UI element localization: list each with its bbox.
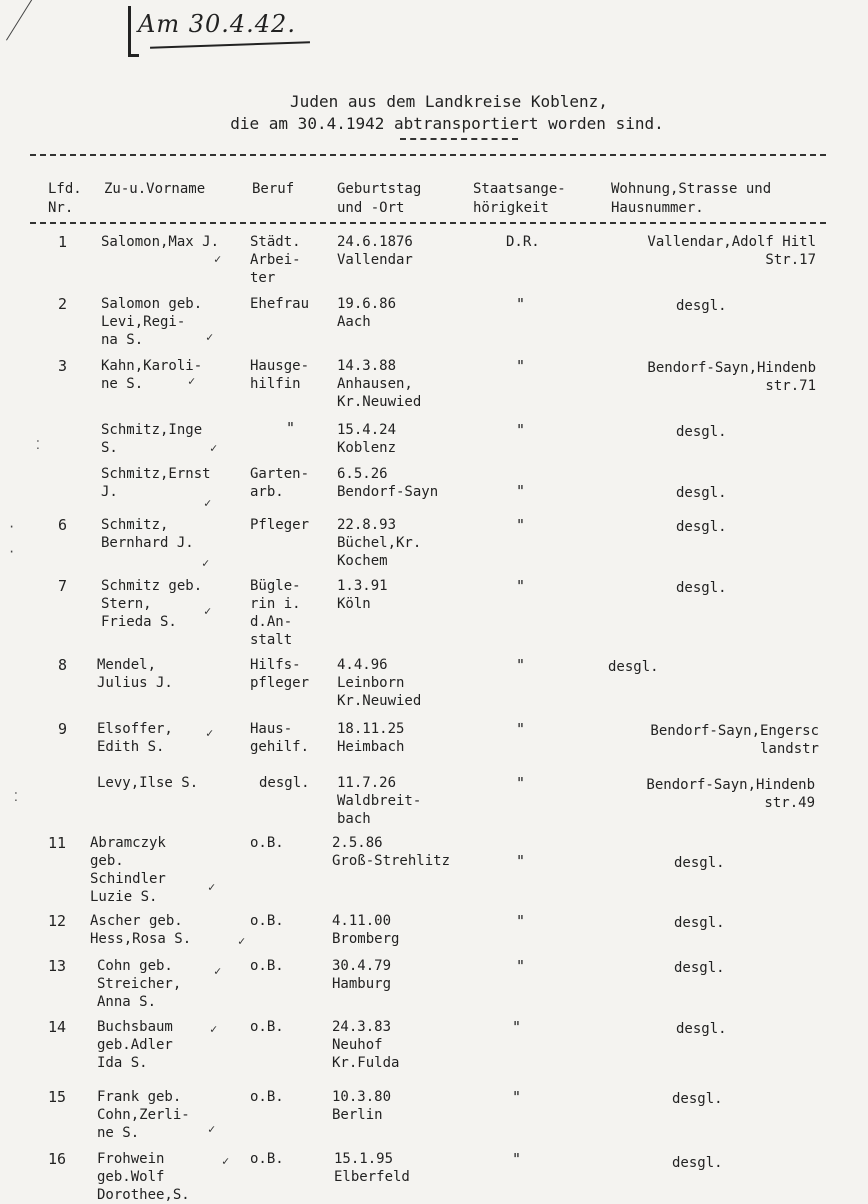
check-mark: ✓: [222, 1154, 230, 1168]
row-4-staat: ": [516, 421, 526, 439]
check-mark: ✓: [204, 604, 212, 618]
row-2-wohnung: desgl.: [676, 298, 727, 314]
row-13-name: Cohn geb. Streicher, Anna S.: [97, 958, 182, 1010]
check-mark: ✓: [188, 374, 196, 388]
row-3-name: Kahn,Karoli- ne S.: [101, 358, 203, 392]
row-7-number: 7: [58, 577, 68, 595]
document-title-line-1: Juden aus dem Landkreise Koblenz,: [290, 92, 608, 111]
row-5-staat: ": [516, 482, 526, 500]
row-15-beruf: o.B.: [250, 1089, 284, 1105]
row-9-beruf: Haus- gehilf.: [250, 721, 310, 755]
row-10-name: Levy,Ilse S.: [97, 775, 199, 791]
row-7-beruf: Bügle- rin i. d.An- stalt: [250, 578, 301, 648]
row-6-number: 6: [58, 516, 68, 534]
row-3-geburt: 14.3.88 Anhausen, Kr.Neuwied: [337, 358, 422, 410]
row-15-name: Frank geb. Cohn,Zerli- ne S.: [97, 1089, 190, 1141]
row-5-wohnung: desgl.: [676, 485, 727, 501]
row-1-beruf: Städt. Arbei- ter: [250, 234, 301, 286]
row-12-beruf: o.B.: [250, 913, 284, 929]
row-6-wohnung: desgl.: [676, 519, 727, 535]
row-2-geburt: 19.6.86 Aach: [337, 296, 397, 330]
row-13-wohnung: desgl.: [674, 960, 725, 976]
row-7-geburt: 1.3.91 Köln: [337, 578, 388, 612]
margin-mark: ·: [8, 545, 16, 559]
row-11-beruf: o.B.: [250, 835, 284, 851]
check-mark: ✓: [214, 252, 222, 266]
row-8-staat: ": [516, 656, 526, 674]
row-11-staat: ": [516, 852, 526, 870]
margin-mark: ·: [8, 520, 16, 534]
row-7-wohnung: desgl.: [676, 580, 727, 596]
row-11-geburt: 2.5.86 Groß-Strehlitz: [332, 835, 451, 869]
column-header-wohnung: Wohnung,Strasse und Hausnummer.: [611, 181, 772, 216]
row-16-name: Frohwein geb.Wolf Dorothee,S.: [97, 1151, 190, 1203]
row-5-name: Schmitz,Ernst J.: [101, 466, 211, 500]
row-14-staat: ": [512, 1018, 522, 1036]
row-14-wohnung: desgl.: [676, 1021, 727, 1037]
column-header-beruf: Beruf: [252, 181, 295, 197]
row-9-staat: ": [516, 720, 526, 738]
margin-stroke: [6, 0, 39, 41]
row-7-staat: ": [516, 577, 526, 595]
row-6-name: Schmitz, Bernhard J.: [101, 517, 194, 551]
row-12-number: 12: [48, 912, 67, 930]
check-mark: ✓: [238, 934, 246, 948]
row-6-geburt: 22.8.93 Büchel,Kr. Kochem: [337, 517, 422, 569]
row-16-number: 16: [48, 1150, 67, 1168]
row-14-beruf: o.B.: [250, 1019, 284, 1035]
row-9-wohnung: Bendorf-Sayn,Engersc landstr: [650, 723, 819, 757]
row-8-number: 8: [58, 656, 68, 674]
row-13-number: 13: [48, 957, 67, 975]
row-3-wohnung: Bendorf-Sayn,Hindenb str.71: [647, 360, 816, 394]
row-5-geburt: 6.5.26 Bendorf-Sayn: [337, 466, 439, 500]
row-9-geburt: 18.11.25 Heimbach: [337, 721, 405, 755]
row-9-number: 9: [58, 720, 68, 738]
row-13-geburt: 30.4.79 Hamburg: [332, 958, 392, 992]
row-8-geburt: 4.4.96 Leinborn Kr.Neuwied: [337, 657, 422, 709]
row-15-wohnung: desgl.: [672, 1091, 723, 1107]
row-12-geburt: 4.11.00 Bromberg: [332, 913, 400, 947]
row-3-beruf: Hausge- hilfin: [250, 358, 310, 392]
row-4-geburt: 15.4.24 Koblenz: [337, 422, 397, 456]
row-11-name: Abramczyk geb. Schindler Luzie S.: [90, 835, 166, 905]
column-header-staatsangehoerigkeit: Staatsange- hörigkeit: [473, 181, 566, 216]
row-14-name: Buchsbaum geb.Adler Ida S.: [97, 1019, 173, 1071]
row-13-beruf: o.B.: [250, 958, 284, 974]
column-header-lfd-nr: Lfd. Nr.: [48, 181, 82, 216]
row-15-number: 15: [48, 1088, 67, 1106]
row-2-beruf: Ehefrau: [250, 296, 310, 312]
row-1-wohnung: Vallendar,Adolf Hitl Str.17: [647, 234, 816, 268]
row-15-geburt: 10.3.80 Berlin: [332, 1089, 392, 1123]
row-1-geburt: 24.6.1876 Vallendar: [337, 234, 413, 268]
row-1-name: Salomon,Max J.: [101, 234, 220, 250]
check-mark: ✓: [204, 496, 212, 510]
check-mark: ✓: [210, 1022, 218, 1036]
row-10-beruf: desgl.: [259, 775, 310, 791]
row-1-number: 1: [58, 233, 68, 251]
row-16-staat: ": [512, 1150, 522, 1168]
row-4-beruf: ": [286, 419, 296, 437]
row-3-number: 3: [58, 357, 68, 375]
row-12-staat: ": [516, 912, 526, 930]
handwritten-underline: [150, 41, 310, 49]
row-8-name: Mendel, Julius J.: [97, 657, 173, 691]
column-header-geburtstag: Geburtstag und -Ort: [337, 181, 422, 216]
row-10-wohnung: Bendorf-Sayn,Hindenb str.49: [646, 777, 815, 811]
row-11-number: 11: [48, 834, 67, 852]
row-10-staat: ": [516, 774, 526, 792]
check-mark: ✓: [214, 964, 222, 978]
row-15-staat: ": [512, 1088, 522, 1106]
table-header-rule: [30, 222, 826, 224]
row-2-staat: ": [516, 295, 526, 313]
row-16-wohnung: desgl.: [672, 1155, 723, 1171]
row-8-beruf: Hilfs- pfleger: [250, 657, 310, 691]
row-12-name: Ascher geb. Hess,Rosa S.: [90, 913, 192, 947]
title-underline: [400, 138, 518, 140]
row-4-wohnung: desgl.: [676, 424, 727, 440]
row-6-beruf: Pfleger: [250, 517, 310, 533]
row-11-wohnung: desgl.: [674, 855, 725, 871]
check-mark: ✓: [208, 880, 216, 894]
row-12-wohnung: desgl.: [674, 915, 725, 931]
margin-mark: ⁚: [36, 438, 40, 452]
row-1-staat: D.R.: [506, 234, 540, 250]
row-5-beruf: Garten- arb.: [250, 466, 310, 500]
row-13-staat: ": [516, 957, 526, 975]
check-mark: ✓: [206, 330, 214, 344]
row-7-name: Schmitz geb. Stern, Frieda S.: [101, 578, 203, 630]
row-16-geburt: 15.1.95 Elberfeld: [334, 1151, 410, 1185]
row-6-staat: ": [516, 516, 526, 534]
row-2-name: Salomon geb. Levi,Regi- na S.: [101, 296, 203, 348]
handwritten-date-note: Am 30.4.42.: [138, 10, 296, 38]
margin-mark: ⁚: [14, 790, 18, 804]
row-8-wohnung: desgl.: [608, 659, 659, 675]
row-14-geburt: 24.3.83 Neuhof Kr.Fulda: [332, 1019, 400, 1071]
row-9-name: Elsoffer, Edith S.: [97, 721, 173, 755]
row-2-number: 2: [58, 295, 68, 313]
row-16-beruf: o.B.: [250, 1151, 284, 1167]
check-mark: ✓: [206, 726, 214, 740]
column-header-name: Zu-u.Vorname: [104, 181, 206, 197]
row-14-number: 14: [48, 1018, 67, 1036]
check-mark: ✓: [202, 556, 210, 570]
row-10-geburt: 11.7.26 Waldbreit- bach: [337, 775, 422, 827]
row-3-staat: ": [516, 357, 526, 375]
document-title-line-2: die am 30.4.1942 abtransportiert worden sind.: [230, 114, 664, 133]
check-mark: ✓: [208, 1122, 216, 1136]
check-mark: ✓: [210, 441, 218, 455]
row-4-name: Schmitz,Inge S.: [101, 422, 203, 456]
table-top-rule: [30, 154, 826, 156]
